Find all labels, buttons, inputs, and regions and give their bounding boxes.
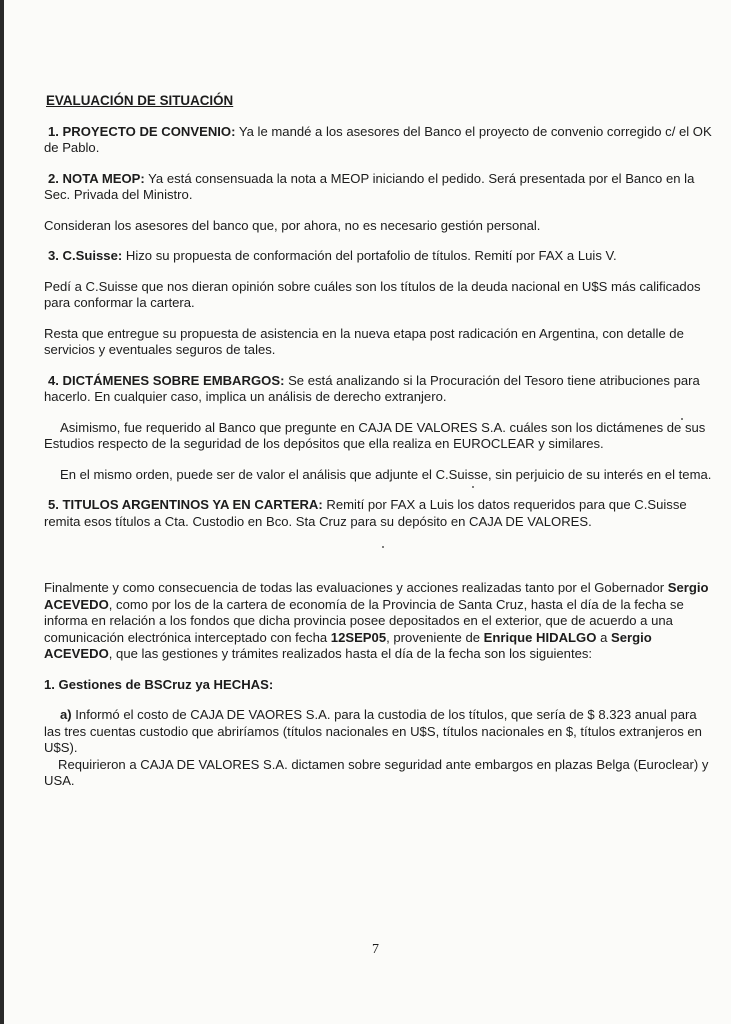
- section-1-heading: 1. PROYECTO DE CONVENIO:: [48, 123, 236, 139]
- blank-space: [44, 544, 714, 580]
- fin-text-2: , como por los de la cartera de economía de la Provincia de Santa Cruz, hasta el día de la fecha se informa en relación a los fondos que dicha provincia posee depositados en el exterior, que de acuerdo a una comunicación electrónica interceptado con fecha: [44, 596, 684, 645]
- item-a: [44, 707, 714, 757]
- section-3: [44, 248, 714, 265]
- name-enrique-hidalgo: Enrique HIDALGO: [483, 629, 597, 645]
- gestiones-heading: 1. Gestiones de BSCruz ya HECHAS:: [44, 676, 274, 692]
- section-5-text: Remití por FAX a Luis los datos requeridos para que C.Suisse remita esos títulos a Cta. Custodio en Bco. Sta Cruz para su depósito en CAJA DE VALORES.: [44, 497, 687, 529]
- section-2: [44, 171, 714, 204]
- section-4: [44, 373, 714, 406]
- section-5-heading: 5. TITULOS ARGENTINOS YA EN CARTERA:: [48, 497, 323, 512]
- section-4-text: Se está analizando si la Procuración del Tesoro tiene atribuciones para hacerlo. En cualquier caso, implica un análisis de derecho extranjero.: [44, 372, 700, 404]
- section-3-text: Hizo su propuesta de conformación del portafolio de títulos. Remití por FAX a Luis V.: [122, 248, 617, 263]
- scan-edge: [0, 0, 4, 1024]
- document-body: [44, 93, 714, 790]
- item-a-label: a): [60, 707, 72, 722]
- paragraph-asimismo: Asimismo, fue requerido al Banco que pregunte en CAJA DE VALORES S.A. cuáles son los dictámenes de sus Estudios respecto de la seguridad de los depósitos que ella realiza en EUROCLEAR y similares.: [44, 419, 706, 451]
- section-2-heading: 2. NOTA MEOP:: [48, 170, 145, 186]
- fin-text-4: a: [596, 629, 611, 645]
- date-12sep05: 12SEP05: [330, 629, 387, 645]
- section-4-heading: 4. DICTÁMENES SOBRE EMBARGOS:: [48, 372, 285, 388]
- paragraph-pedi: Pedí a C.Suisse que nos dieran opinión sobre cuáles son los títulos de la deuda nacional en U$S más calificados para conformar la cartera.: [44, 278, 701, 310]
- fin-text-1: Finalmente y como consecuencia de todas las evaluaciones y acciones realizadas tanto por el Gobernador: [44, 580, 668, 595]
- section-2-text: Ya está consensuada la nota a MEOP iniciando el pedido. Será presentada por el Banco en la Sec. Privada del Ministro.: [44, 170, 695, 202]
- paragraph-resta: Resta que entregue su propuesta de asistencia en la nueva etapa post radicación en Argentina, con detalle de servicios y eventuales seguros de tales.: [44, 325, 684, 357]
- section-3-heading: 3. C.Suisse:: [48, 248, 123, 263]
- name-sergio-acevedo: Sergio ACEVEDO: [44, 580, 709, 612]
- page-title: EVALUACIÓN DE SITUACIÓN: [46, 93, 234, 108]
- paragraph-finalmente: [44, 580, 714, 663]
- paragraph-consideran: Consideran los asesores del banco que, por ahora, no es necesario gestión personal.: [44, 217, 541, 233]
- name-sergio-acevedo-2: Sergio ACEVEDO: [44, 629, 652, 661]
- paragraph-requirieron: Requirieron a CAJA DE VALORES S.A. dictamen sobre seguridad ante embargos en plazas Belga (Euroclear) y USA.: [44, 756, 709, 788]
- section-1: [44, 124, 714, 157]
- section-5: [44, 497, 714, 530]
- section-1-text: Ya le mandé a los asesores del Banco el proyecto de convenio corregido c/ el OK de Pablo.: [44, 123, 712, 155]
- page-number: 7: [372, 942, 379, 957]
- paragraph-mismo-orden: En el mismo orden, puede ser de valor el análisis que adjunte el C.Suisse, sin perjuicio de su interés en el tema.: [60, 466, 712, 482]
- item-a-text: Informó el costo de CAJA DE VAORES S.A. para la custodia de los títulos, que sería de $ 8.323 anual para las tres cuentas custodio que abriríamos (títulos nacionales en U$S, títulos nacionales en $, títulos extranjeros en U$S).: [44, 707, 702, 755]
- fin-text-5: , que las gestiones y trámites realizados hasta el día de la fecha son los siguientes:: [108, 646, 593, 661]
- fin-text-3: , proveniente de: [386, 629, 484, 645]
